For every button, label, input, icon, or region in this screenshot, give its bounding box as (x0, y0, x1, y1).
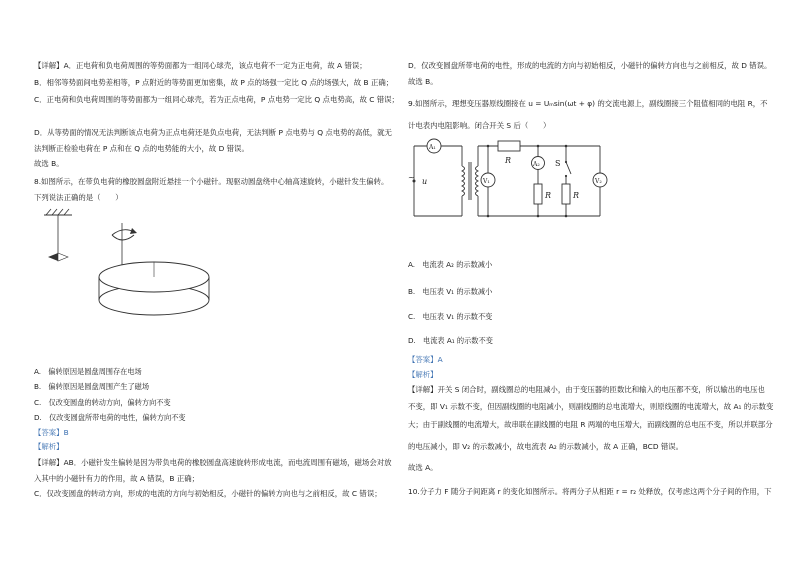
answer-tag: 【答案】A (408, 355, 443, 364)
voltmeter-v2-label: V₂ (595, 178, 602, 185)
analysis-tag: 【解析】 (408, 370, 438, 379)
option-c: C. 仅改变圆盘的转动方向，偏转方向不变 (34, 398, 171, 407)
explain-line: C．正电荷和负电荷周围的等势面都为一组同心球壳，若为正点电荷，P 点电势一定比 Q 点电势高，故 C 错误； (34, 95, 399, 104)
answer-tag: 【答案】B (34, 428, 69, 437)
explain-line: 法判断正检验电荷在 P 点和在 Q 点的电势能的大小，故 D 错误。 (34, 144, 249, 153)
option-a: A. 电流表 A₂ 的示数减小 (408, 260, 493, 269)
explain-line: 不变，即 V₁ 示数不变，但因副线圈的电阻减小，则副线圈的总电流增大，则原线圈的电流增大，故 A₁ 的示数变 (408, 402, 774, 411)
explain-line: 故选 A。 (408, 463, 438, 472)
explain-line: 入其中的小磁针有力的作用，故 A 错误，B 正确； (34, 474, 199, 483)
explain-line: C．仅改变圆盘的转动方向，形成的电流的方向与初始相反，小磁针的偏转方向也与之前相反，故 C 错误； (34, 489, 382, 498)
explain-line: 【详解】开关 S 闭合时，副线圈总的电阻减小，由于变压器的匝数比和输入的电压都不变，所以输出的电压也 (408, 385, 765, 394)
explain-line: 故选 B。 (34, 159, 64, 168)
explain-line: 大；由于副线圈的电流增大，故串联在副线圈的电阻 R 两端的电压增大，而副线圈的总电压不变，所以并联部分 (408, 420, 773, 429)
switch-label: S (555, 159, 561, 168)
option-b: B. 电压表 V₁ 的示数减小 (408, 287, 493, 296)
resistor-label: R (505, 156, 512, 165)
question-8-stem: 下列说法正确的是（ ） (34, 193, 123, 202)
option-d: D. 电流表 A₁ 的示数不变 (408, 336, 493, 345)
option-a: A. 偏转原因是圆盘周围存在电场 (34, 367, 142, 376)
rotating-disk-figure (42, 205, 212, 330)
source-label: u (422, 177, 428, 186)
voltmeter-v1-label: V₁ (483, 178, 490, 185)
ammeter-a1-label: A₁ (429, 144, 436, 151)
svg-text:~: ~ (408, 173, 415, 182)
analysis-tag: 【解析】 (34, 442, 64, 451)
explain-line: B．相邻等势面间电势差相等，P 点附近的等势面更加密集，故 P 点的场强一定比 Q 点的场强大，故 B 正确； (34, 78, 394, 87)
explain-line: 故选 B。 (408, 77, 438, 86)
question-10-stem: 10.分子力 F 随分子间距离 r 的变化如图所示。将两分子从相距 r = r₂ 处释放，仅考虑这两个分子间的作用，下 (408, 487, 772, 496)
question-9-stem: 9.如图所示，理想变压器原线圈接在 u = Uₘsin(ωt + φ) 的交流电源上，副线圈接三个阻值相同的电阻 R，不 (408, 99, 768, 108)
option-d: D. 仅改变圆盘所带电荷的电性，偏转方向不变 (34, 413, 186, 422)
resistor-label: R (545, 191, 552, 200)
question-9-stem: 计电表内电阻影响。闭合开关 S 后（ ） (408, 121, 551, 130)
option-c: C. 电压表 V₁ 的示数不变 (408, 312, 493, 321)
explain-line: D．从等势面的情况无法判断该点电荷为正点电荷还是负点电荷，无法判断 P 点电势与 Q 点电势的高低，就无 (34, 128, 392, 137)
explain-line: 【详解】A．正电荷和负电荷周围的等势面都为一组同心球壳，该点电荷不一定为正电荷，故 A 错误； (34, 61, 367, 70)
explain-line: 【详解】AB．小磁针发生偏转是因为带负电荷的橡胶圆盘高速旋转形成电流，而电流周围有磁场，磁场会对放 (34, 458, 392, 467)
question-8-stem: 8.如图所示，在带负电荷的橡胶圆盘附近悬挂一个小磁针。现驱动圆盘绕中心轴高速旋转，小磁针发生偏转。 (34, 177, 389, 186)
transformer-circuit-diagram (408, 136, 608, 224)
resistor-label: R (573, 191, 580, 200)
explain-line: D．仅改变圆盘所带电荷的电性，形成的电流的方向与初始相反，小磁针的偏转方向也与之前相反，故 D 错误。 (408, 61, 772, 70)
ammeter-a2-label: A₂ (533, 161, 540, 168)
option-b: B. 偏转原因是圆盘周围产生了磁场 (34, 382, 150, 391)
explain-line: 的电压减小，即 V₂ 的示数减小，故电流表 A₂ 的示数减小，故 A 正确，BCD 错误。 (408, 442, 684, 451)
